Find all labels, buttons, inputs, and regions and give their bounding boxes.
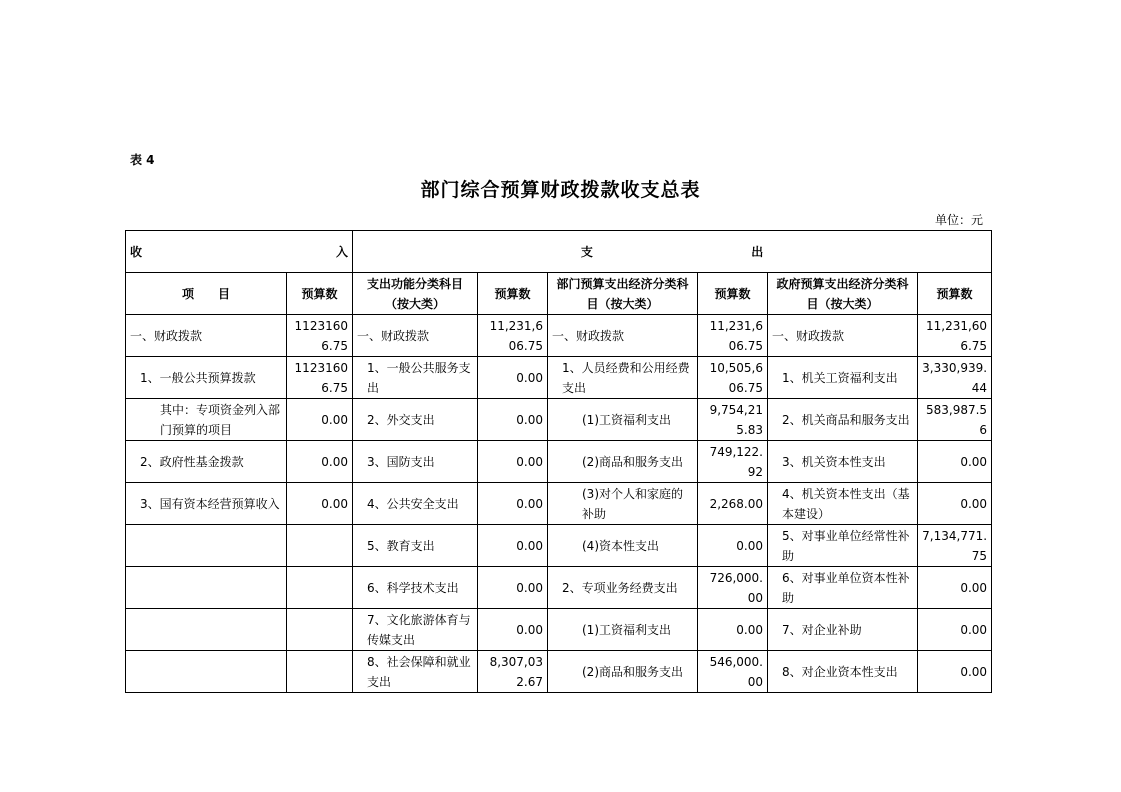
unit-label: 单位：元 xyxy=(934,213,983,227)
func-amount: 0.00 xyxy=(478,609,548,651)
table-row xyxy=(126,609,992,651)
income-amount xyxy=(287,525,353,567)
gov-item: 1、机关工资福利支出 xyxy=(768,357,918,399)
dept-amount: 0.00 xyxy=(698,609,768,651)
dept-item: (1)工资福利支出 xyxy=(548,609,698,651)
dept-item: 一、财政拨款 xyxy=(548,315,698,357)
income-item: 3、国有资本经营预算收入 xyxy=(126,483,287,525)
dept-amount: 726,000.00 xyxy=(698,567,768,609)
income-item xyxy=(126,567,287,609)
gov-amount-header: 预算数 xyxy=(918,273,992,315)
func-amount: 0.00 xyxy=(478,567,548,609)
income-item xyxy=(126,525,287,567)
income-amount xyxy=(287,567,353,609)
gov-item: 6、对事业单位资本性补助 xyxy=(768,567,918,609)
gov-amount: 0.00 xyxy=(918,441,992,483)
func-item: 7、文化旅游体育与传媒支出 xyxy=(353,609,478,651)
table-row xyxy=(126,651,992,693)
func-amount: 0.00 xyxy=(478,441,548,483)
income-item xyxy=(126,609,287,651)
gov-item: 2、机关商品和服务支出 xyxy=(768,399,918,441)
expense-header xyxy=(353,231,992,273)
gov-item: 5、对事业单位经常性补助 xyxy=(768,525,918,567)
gov-amount: 7,134,771.75 xyxy=(918,525,992,567)
dept-item: 1、人员经费和公用经费支出 xyxy=(548,357,698,399)
budget-table xyxy=(125,230,992,693)
dept-item: (2)商品和服务支出 xyxy=(548,651,698,693)
gov-item: 4、机关资本性支出（基本建设） xyxy=(768,483,918,525)
func-amount: 0.00 xyxy=(478,483,548,525)
income-amount: 0.00 xyxy=(287,399,353,441)
header-row-top xyxy=(126,231,992,273)
table-row xyxy=(126,525,992,567)
func-item: 3、国防支出 xyxy=(353,441,478,483)
gov-amount: 0.00 xyxy=(918,609,992,651)
func-amount: 11,231,606.75 xyxy=(478,315,548,357)
dept-item: (1)工资福利支出 xyxy=(548,399,698,441)
func-item: 4、公共安全支出 xyxy=(353,483,478,525)
item-header: 项 目 xyxy=(126,273,287,315)
gov-amount: 3,330,939.44 xyxy=(918,357,992,399)
income-amount xyxy=(287,651,353,693)
income-amount-header: 预算数 xyxy=(287,273,353,315)
dept-amount: 2,268.00 xyxy=(698,483,768,525)
header-row-sub xyxy=(126,273,992,315)
func-item: 5、教育支出 xyxy=(353,525,478,567)
dept-amount-header: 预算数 xyxy=(698,273,768,315)
func-item: 1、一般公共服务支出 xyxy=(353,357,478,399)
income-header-char1: 收 xyxy=(130,244,143,259)
dept-item: (2)商品和服务支出 xyxy=(548,441,698,483)
income-item xyxy=(126,651,287,693)
gov-amount: 11,231,606.75 xyxy=(918,315,992,357)
table-row xyxy=(126,483,992,525)
income-item: 1、一般公共预算拨款 xyxy=(126,357,287,399)
income-amount: 0.00 xyxy=(287,483,353,525)
expense-header-char1: 支 xyxy=(580,244,593,259)
dept-item: (3)对个人和家庭的补助 xyxy=(548,483,698,525)
income-amount xyxy=(287,609,353,651)
income-amount: 11231606.75 xyxy=(287,357,353,399)
table-row xyxy=(126,399,992,441)
gov-item: 一、财政拨款 xyxy=(768,315,918,357)
page-title: 部门综合预算财政拨款收支总表 xyxy=(420,179,701,201)
gov-item: 3、机关资本性支出 xyxy=(768,441,918,483)
table-row xyxy=(126,357,992,399)
gov-amount: 0.00 xyxy=(918,651,992,693)
func-item: 2、外交支出 xyxy=(353,399,478,441)
income-item: 2、政府性基金拨款 xyxy=(126,441,287,483)
func-item: 6、科学技术支出 xyxy=(353,567,478,609)
income-header-char2: 入 xyxy=(335,244,348,259)
dept-item: (4)资本性支出 xyxy=(548,525,698,567)
gov-amount: 0.00 xyxy=(918,567,992,609)
dept-amount: 10,505,606.75 xyxy=(698,357,768,399)
dept-item: 2、专项业务经费支出 xyxy=(548,567,698,609)
dept-amount: 9,754,215.83 xyxy=(698,399,768,441)
table-label: 表 4 xyxy=(130,153,155,167)
expense-header-char2: 出 xyxy=(751,244,764,259)
func-amount: 0.00 xyxy=(478,399,548,441)
dept-amount: 749,122.92 xyxy=(698,441,768,483)
table-row xyxy=(126,315,992,357)
gov-item: 8、对企业资本性支出 xyxy=(768,651,918,693)
income-item: 其中：专项资金列入部门预算的项目 xyxy=(126,399,287,441)
income-amount: 0.00 xyxy=(287,441,353,483)
func-class-header: 支出功能分类科目（按大类） xyxy=(353,273,478,315)
dept-econ-header: 部门预算支出经济分类科目（按大类） xyxy=(548,273,698,315)
func-item: 8、社会保障和就业支出 xyxy=(353,651,478,693)
income-header xyxy=(126,231,353,273)
func-item: 一、财政拨款 xyxy=(353,315,478,357)
func-amount: 8,307,032.67 xyxy=(478,651,548,693)
income-amount: 11231606.75 xyxy=(287,315,353,357)
gov-amount: 0.00 xyxy=(918,483,992,525)
gov-amount: 583,987.56 xyxy=(918,399,992,441)
table-row xyxy=(126,567,992,609)
func-amount: 0.00 xyxy=(478,525,548,567)
func-amount-header: 预算数 xyxy=(478,273,548,315)
dept-amount: 11,231,606.75 xyxy=(698,315,768,357)
func-amount: 0.00 xyxy=(478,357,548,399)
dept-amount: 0.00 xyxy=(698,525,768,567)
gov-item: 7、对企业补助 xyxy=(768,609,918,651)
income-item: 一、财政拨款 xyxy=(126,315,287,357)
table-row xyxy=(126,441,992,483)
dept-amount: 546,000.00 xyxy=(698,651,768,693)
gov-econ-header: 政府预算支出经济分类科目（按大类） xyxy=(768,273,918,315)
